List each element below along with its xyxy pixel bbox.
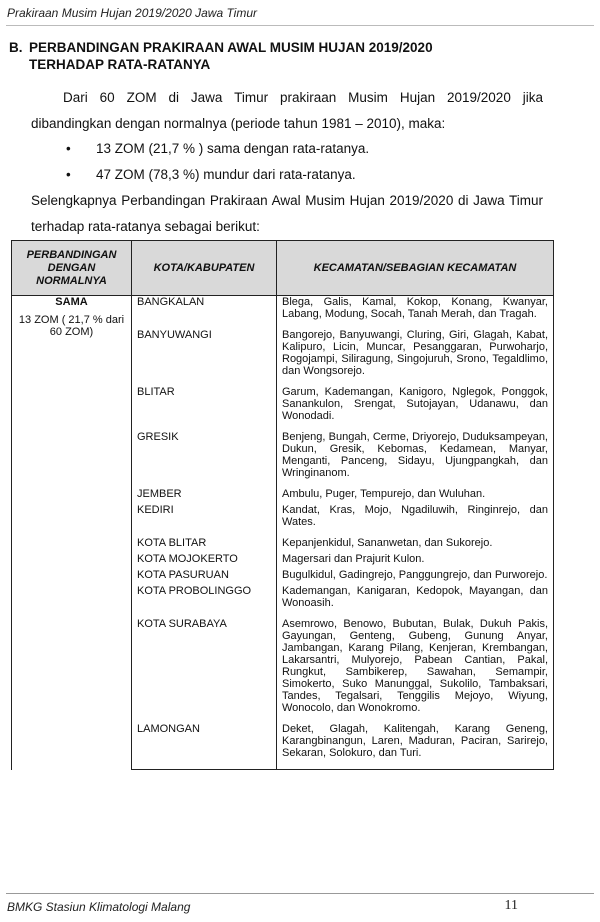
bullet-item — [66, 136, 369, 162]
footer-rule — [6, 893, 594, 894]
kecamatan-cell: Blega, Galis, Kamal, Kokop, Konang, Kwanyar, Labang, Modung, Socah, Tanah Merah, dan Tragah. — [277, 296, 554, 321]
kecamatan-cell: Magersari dan Prajurit Kulon. — [277, 549, 554, 565]
kota-cell: GRESIK — [132, 422, 277, 479]
table-body — [12, 296, 554, 770]
kota-cell: KEDIRI — [132, 500, 277, 528]
kecamatan-cell: Bugulkidul, Gadingrejo, Panggungrejo, dan Purworejo. — [277, 565, 554, 581]
kota-cell: BANYUWANGI — [132, 320, 277, 377]
category-cell — [12, 296, 132, 770]
kota-cell: KOTA PROBOLINGGO — [132, 581, 277, 609]
kota-cell: JEMBER — [132, 479, 277, 500]
section-heading — [9, 39, 433, 73]
comparison-table — [11, 240, 554, 770]
kecamatan-cell: Ambulu, Puger, Tempurejo, dan Wuluhan. — [277, 479, 554, 500]
header-rule — [6, 25, 594, 26]
kota-cell: KOTA SURABAYA — [132, 609, 277, 714]
section-letter: B. — [9, 40, 23, 55]
section-title-line2: TERHADAP RATA-RATANYA — [29, 57, 211, 72]
section-title-line1: PERBANDINGAN PRAKIRAAN AWAL MUSIM HUJAN 2019/2020 — [29, 40, 433, 55]
kecamatan-cell: Kandat, Kras, Mojo, Ngadiluwih, Ringinrejo, dan Wates. — [277, 500, 554, 528]
bullet-item — [66, 162, 369, 188]
bullet-dot: • — [66, 167, 71, 182]
kota-cell: KOTA PASURUAN — [132, 565, 277, 581]
kecamatan-cell: Bangorejo, Banyuwangi, Cluring, Giri, Glagah, Kabat, Kalipuro, Licin, Muncar, Pesanggaran, Purwoharjo, Rogojampi, Siliragung, Singojuruh, Srono, Tegaldlimo, dan Wongsorejo. — [277, 320, 554, 377]
bullet-text: 13 ZOM (21,7 % ) sama dengan rata-ratanya. — [96, 141, 370, 156]
intro-paragraph: Dari 60 ZOM di Jawa Timur prakiraan Musim Hujan 2019/2020 jika dibandingkan dengan normalnya (periode tahun 1981 – 2010), maka: — [31, 90, 543, 131]
kecamatan-cell: Benjeng, Bungah, Cerme, Driyorejo, Duduksampeyan, Dukun, Gresik, Kebomas, Kedamean, Manyar, Menganti, Panceng, Sidayu, Ujungpangkah, dan Wringinanom. — [277, 422, 554, 479]
kota-cell: KOTA BLITAR — [132, 528, 277, 549]
page-number: 11 — [504, 898, 518, 913]
kecamatan-cell: Kepanjenkidul, Sananwetan, dan Sukorejo. — [277, 528, 554, 549]
kota-cell: BANGKALAN — [132, 296, 277, 321]
table-row — [12, 296, 554, 321]
footer-institution: BMKG Stasiun Klimatologi Malang — [7, 900, 191, 914]
bullet-text: 47 ZOM (78,3 %) mundur dari rata-ratanya. — [96, 167, 356, 182]
kecamatan-cell: Kademangan, Kanigaran, Kedopok, Mayangan, dan Wonoasih. — [277, 581, 554, 609]
kecamatan-cell: Deket, Glagah, Kalitengah, Karang Geneng, Karangbinangun, Laren, Maduran, Paciran, Sarirejo, Sekaran, Solokuro, dan Turi. — [277, 714, 554, 770]
header-kota: KOTA/KABUPATEN — [132, 241, 277, 296]
bullet-dot: • — [66, 141, 71, 156]
bullet-list — [66, 136, 369, 188]
kota-cell: BLITAR — [132, 377, 277, 422]
page-header-title: Prakiraan Musim Hujan 2019/2020 Jawa Timur — [7, 6, 258, 20]
kecamatan-cell: Asemrowo, Benowo, Bubutan, Bulak, Dukuh Pakis, Gayungan, Genteng, Gubeng, Gunung Anyar, Jambangan, Karang Pilang, Kenjeran, Krembangan, Lakarsantri, Mulyorejo, Pabean Cantian, Pakal, Rungkut, Sambikerep, Sawahan, Semampir, Simokerto, Suko Manunggal, Sukolilo, Tambaksari, Tandes, Tegalsari, Tenggilis Mejoyo, Wiyung, Wonocolo, dan Wonokromo. — [277, 609, 554, 714]
header-perbandingan: PERBANDINGAN DENGAN NORMALNYA — [12, 241, 132, 296]
kota-cell: KOTA MOJOKERTO — [132, 549, 277, 565]
category-title: SAMA — [55, 296, 88, 308]
kota-cell: LAMONGAN — [132, 714, 277, 770]
closing-paragraph: Selengkapnya Perbandingan Prakiraan Awal Musim Hujan 2019/2020 di Jawa Timur terhadap rata-ratanya sebagai berikut: — [31, 193, 543, 234]
category-subtitle: 13 ZOM ( 21,7 % dari 60 ZOM) — [18, 314, 125, 338]
header-kecamatan: KECAMATAN/SEBAGIAN KECAMATAN — [277, 241, 554, 296]
table-header-row — [12, 241, 554, 296]
kecamatan-cell: Garum, Kademangan, Kanigoro, Nglegok, Ponggok, Sanankulon, Srengat, Sutojayan, Udanawu, dan Wonodadi. — [277, 377, 554, 422]
